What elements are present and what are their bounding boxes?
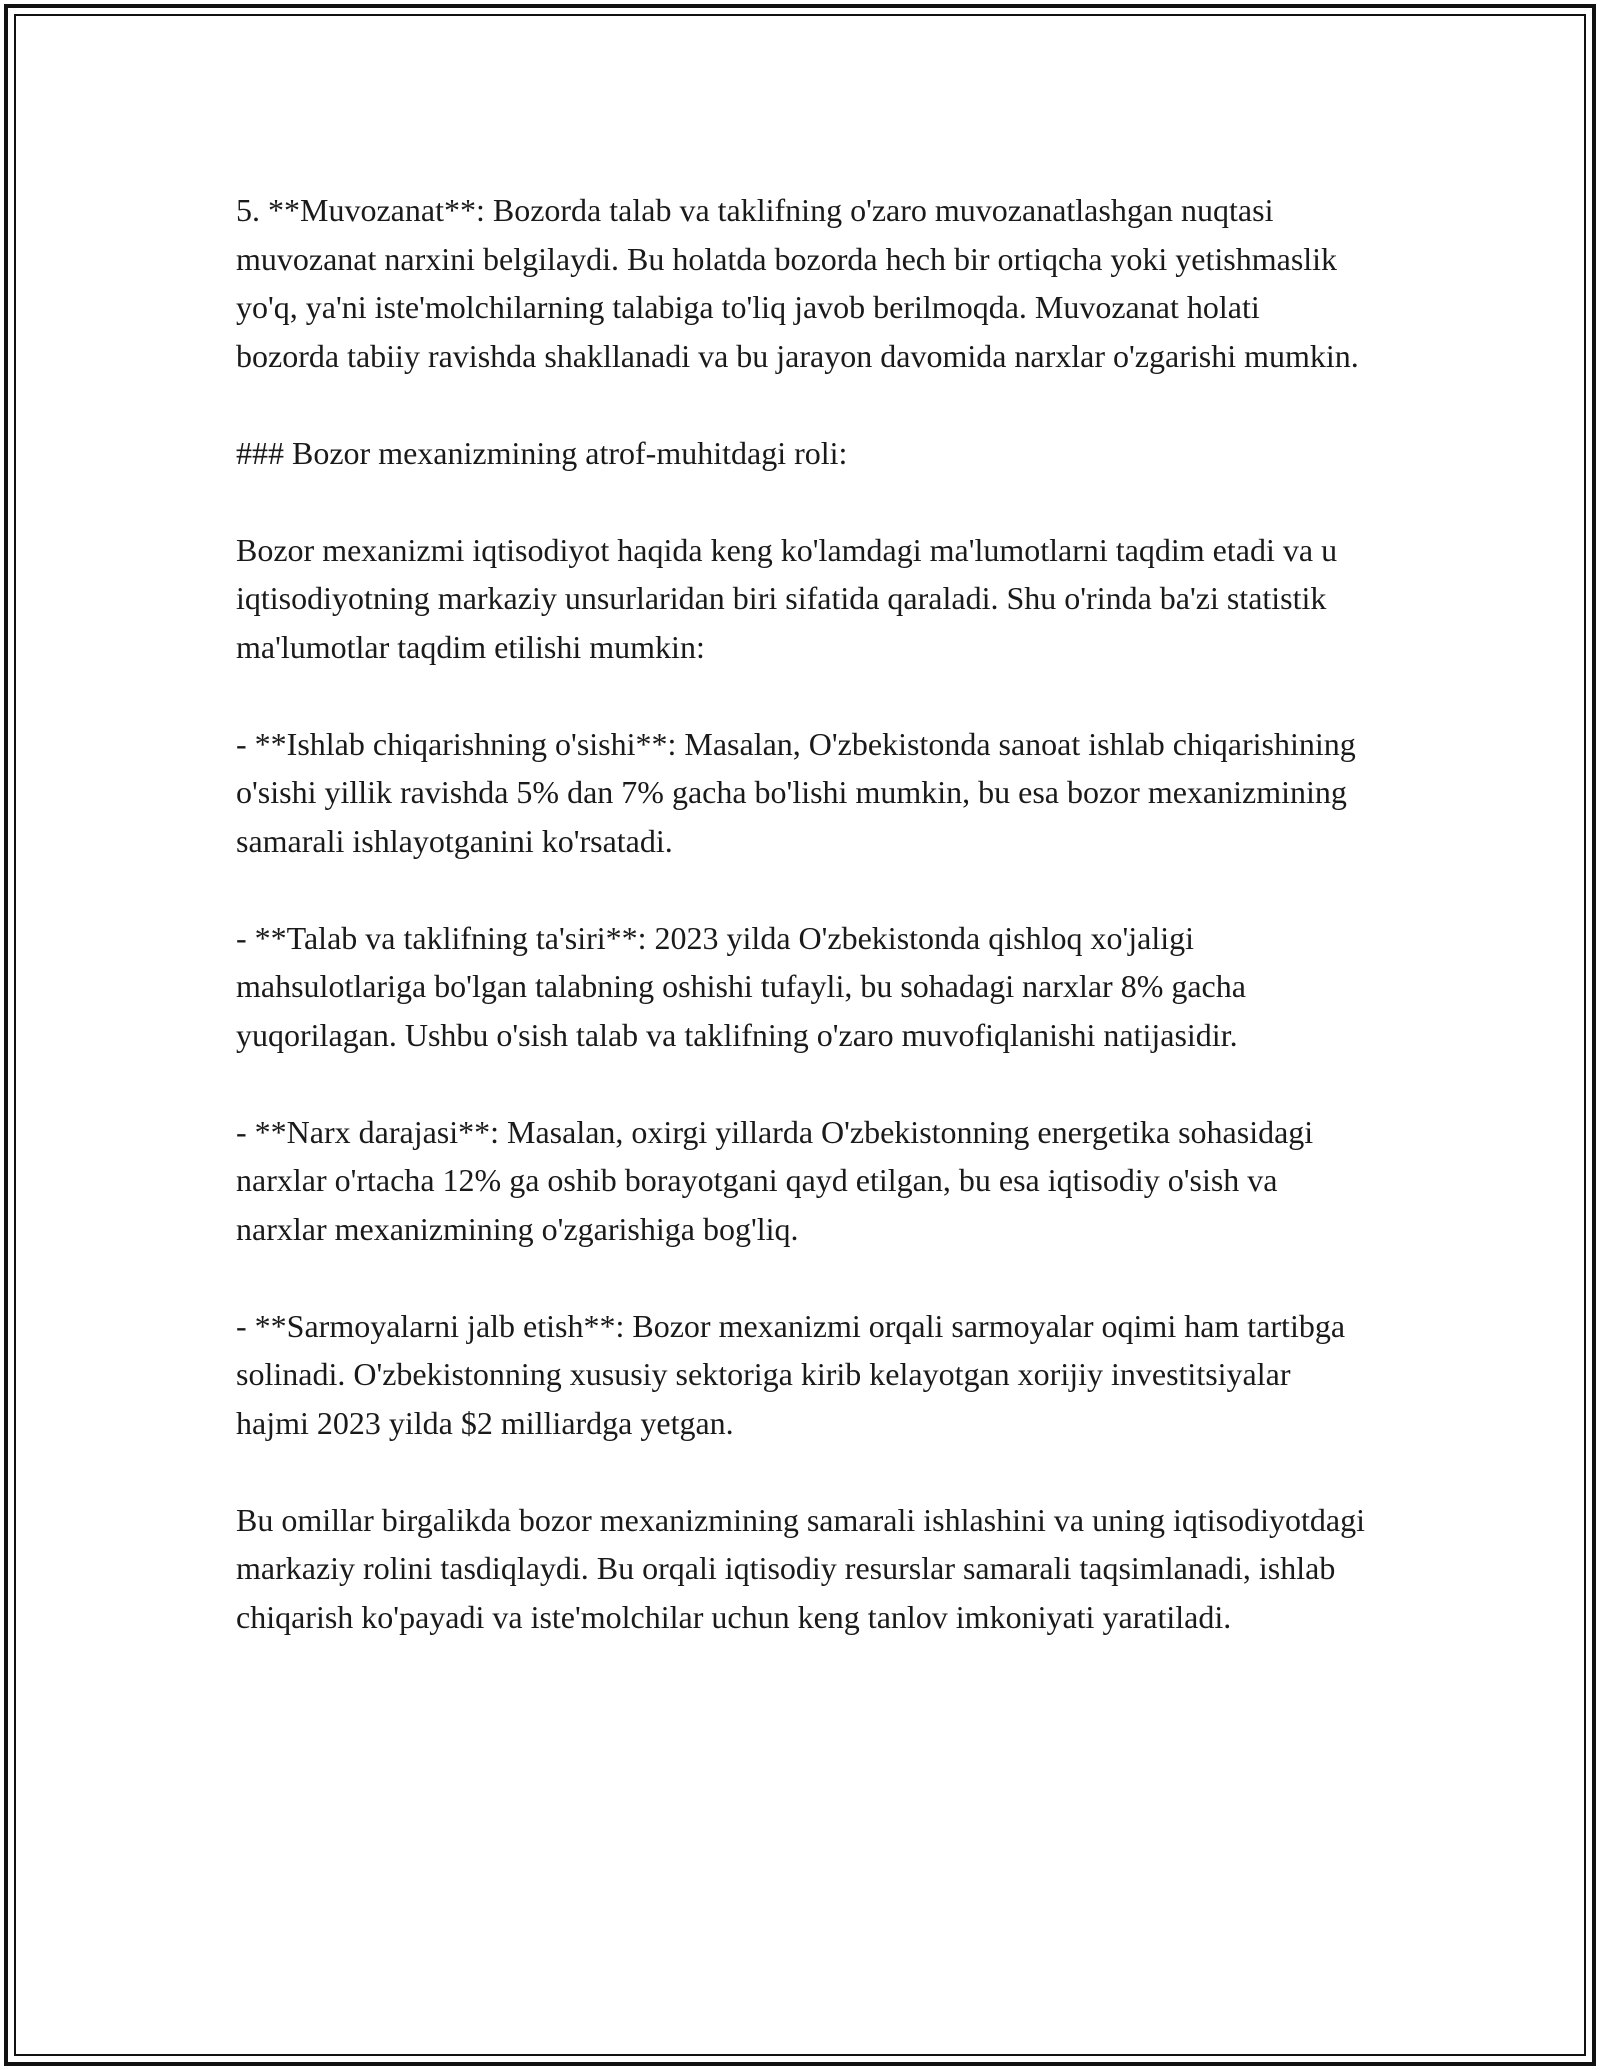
paragraph-intro: Bozor mexanizmi iqtisodiyot haqida keng ko'lamdagi ma'lumotlarni taqdim etadi va u iqtisodiyotning markaziy unsurlaridan biri sifatida qaraladi. Shu o'rinda ba'zi statistik ma'lumotlar taqdim etilishi mumkin: [236, 531, 1338, 665]
list-item-sarmoyalar: - **Sarmoyalarni jalb etish**: Bozor mexanizmi orqali sarmoyalar oqimi ham tartibga solinadi. O'zbekistonning xususiy sektoriga kirib kelayotgan xorijiy investitsiyalar hajmi 2023 yilda $2 milliardga yetgan. [236, 1307, 1346, 1441]
list-item-talab-taklif: - **Talab va taklifning ta'siri**: 2023 yilda O'zbekistonda qishloq xo'jaligi mahsulotlariga bo'lgan talabning oshishi tufayli, bu sohadagi narxlar 8% gacha yuqorilagan. Ushbu o'sish talab va taklifning o'zaro muvofiqlanishi natijasidir. [236, 919, 1246, 1053]
section-heading: ### Bozor mexanizmining atrof-muhitdagi roli: [236, 434, 848, 471]
paragraph-muvozanat: 5. **Muvozanat**: Bozorda talab va taklifning o'zaro muvozanatlashgan nuqtasi muvozanat narxini belgilaydi. Bu holatda bozorda hech bir ortiqcha yoki yetishmaslik yo'q, ya'ni iste'molchilarning talabiga to'liq javob berilmoqda. Muvozanat holati bozorda tabiiy ravishda shakllanadi va bu jarayon davomida narxlar o'zgarishi mumkin. [236, 192, 1359, 374]
document-body [236, 186, 1366, 1641]
paragraph-conclusion: Bu omillar birgalikda bozor mexanizmining samarali ishlashini va uning iqtisodiyotdagi markaziy rolini tasdiqlaydi. Bu orqali iqtisodiy resurslar samarali taqsimlanadi, ishlab chiqarish ko'payadi va iste'molchilar uchun keng tanlov imkoniyati yaratiladi. [236, 1501, 1365, 1635]
list-item-narx-darajasi: - **Narx darajasi**: Masalan, oxirgi yillarda O'zbekistonning energetika sohasidagi narxlar o'rtacha 12% ga oshib borayotgani qayd etilgan, bu esa iqtisodiy o'sish va narxlar mexanizmining o'zgarishiga bog'liq. [236, 1113, 1314, 1247]
list-item-ishlab-chiqarish: - **Ishlab chiqarishning o'sishi**: Masalan, O'zbekistonda sanoat ishlab chiqarishining o'sishi yillik ravishda 5% dan 7% gacha bo'lishi mumkin, bu esa bozor mexanizmining samarali ishlayotganini ko'rsatadi. [236, 725, 1356, 859]
